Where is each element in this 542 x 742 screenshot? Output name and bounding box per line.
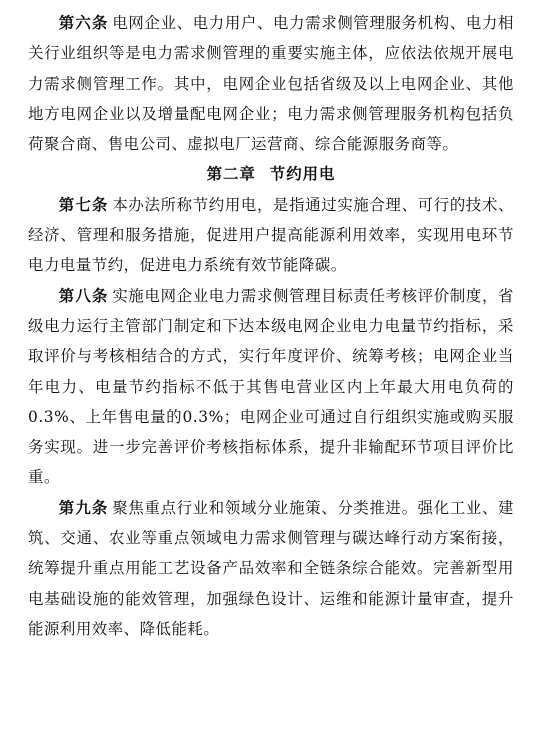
article-8-label: 第八条 (58, 286, 109, 305)
article-6-label: 第六条 (58, 14, 109, 32)
document-page (28, 8, 514, 644)
chapter-number: 第二章 (206, 165, 256, 184)
article-7-text: 本办法所称节约用电，是指通过实施合理、可行的技术、经济、管理和服务措施，促进用户提高能源利用效率，实现用电环节电力电量节约，促进电力系统有效节能降碳。 (28, 195, 514, 275)
article-9 (28, 493, 514, 644)
article-9-text: 聚焦重点行业和领域分业施策、分类推进。强化工业、建筑、交通、农业等重点领域电力需求侧管理与碳达峰行动方案衔接，统筹提升重点用能工艺设备产品效率和全链条综合能效。完善新型用电基础设施的能效管理，加强绿色设计、运维和能源计量审查，提升能源利用效率、降低能耗。 (28, 498, 514, 638)
article-9-label: 第九条 (58, 498, 109, 517)
article-8-text: 实施电网企业电力需求侧管理目标责任考核评价制度，省级电力运行主管部门制定和下达本级电网企业电力电量节约指标，采取评价与考核相结合的方式，实行年度评价、统筹考核；电网企业当年电力、电量节约指标不低于其售电营业区内上年最大用电负荷的0.3%、上年售电量的0.3%；电网企业可通过自行组织实施或购买服务实现。进一步完善评价考核指标体系，提升非输配环节项目评价比重。 (28, 286, 514, 487)
article-7-label: 第七条 (58, 195, 109, 214)
chapter-title: 节约用电 (269, 165, 336, 184)
article-7 (28, 190, 514, 281)
article-6 (28, 8, 514, 159)
chapter-heading (28, 159, 514, 189)
article-6-text: 电网企业、电力用户、电力需求侧管理服务机构、电力相关行业组织等是电力需求侧管理的重要实施主体，应依法依规开展电力需求侧管理工作。其中，电网企业包括省级及以上电网企业、其他地方电网企业以及增量配电网企业；电力需求侧管理服务机构包括负荷聚合商、售电公司、虚拟电厂运营商、综合能源服务商等。 (28, 14, 514, 154)
article-8 (28, 281, 514, 493)
